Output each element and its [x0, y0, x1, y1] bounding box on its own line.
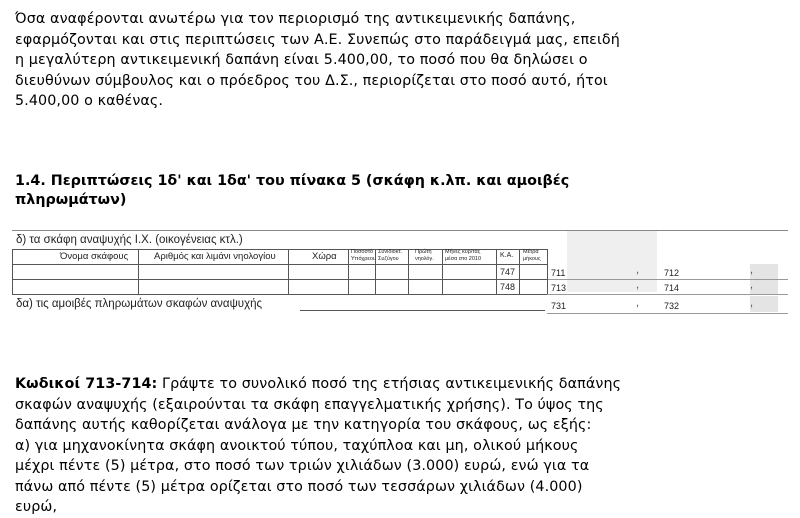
- form-rule: [12, 249, 13, 294]
- form-rule: [519, 249, 520, 294]
- col-header-first: [415, 249, 434, 263]
- form-rule: [547, 294, 788, 295]
- codes-line: πάνω από πέντε (5) μέτρα ορίζεται στο ποσό των τεσσάρων χιλιάδων (4.000): [15, 478, 583, 495]
- code-713: 713: [551, 283, 567, 293]
- form-rule: [12, 279, 547, 280]
- form-rule: [547, 249, 548, 294]
- decimal-mark: ,: [636, 264, 640, 276]
- intro-line: διευθύνων σύμβουλος και ο πρόεδρος του Δ.Σ., περιορίζεται στο ποσό αυτό, ήτοι: [15, 72, 608, 89]
- intro-paragraph: [15, 9, 675, 112]
- codes-line: σκαφών αναψυχής (εξαιρούνται τα σκάφη επαγγελματικής χρήσης). Το ύψος της: [15, 396, 604, 413]
- code-732: 732: [664, 301, 680, 311]
- tax-form-excerpt: [12, 226, 788, 316]
- col-header-registry: Αριθμός και λιμάνι νηολογίου: [154, 251, 276, 262]
- form-rule: [300, 310, 545, 311]
- form-rule: [375, 249, 376, 294]
- form-rule: [547, 313, 788, 314]
- code-714: 714: [664, 283, 680, 293]
- codes-label: Κωδικοί 713-714:: [15, 376, 158, 392]
- form-rule: [348, 249, 349, 294]
- col-header-first-2: νηολόγ.: [415, 256, 434, 262]
- col-header-spouse: [378, 249, 402, 263]
- heading-line: πληρωμάτων): [15, 192, 127, 208]
- col-header-months-1: Μήνες κυρ/τας: [445, 249, 481, 255]
- decimal-mark: ,: [750, 279, 754, 291]
- col-header-country: Χώρα: [312, 251, 337, 262]
- codes-line: ευρώ,: [15, 499, 58, 515]
- codes-line: δαπάνης αυτής καθορίζεται ανάλογα με την κατηγορία του σκάφους, ως εξής:: [15, 417, 592, 433]
- col-header-meters-1: Μέτρα: [523, 249, 539, 255]
- form-rule: [138, 249, 139, 294]
- heading-line: 1.4. Περιπτώσεις 1δ' και 1δα' του πίνακα 5 (σκάφη κ.λπ. και αμοιβές: [15, 173, 570, 189]
- codes-line: α) για μηχανοκίνητα σκάφη ανοικτού τύπου, ταχύπλοα και μη, ολικού μήκους: [15, 437, 579, 454]
- codes-first-line: [15, 374, 675, 395]
- form-rule: [12, 264, 547, 265]
- col-header-months: [445, 249, 481, 263]
- col-header-meters: [523, 249, 541, 263]
- decimal-mark: ,: [636, 279, 640, 291]
- col-header-spouse-2: Συζύγου: [378, 256, 399, 262]
- codes-paragraph: [15, 374, 675, 518]
- field-shade: [750, 296, 778, 312]
- intro-line: Όσα αναφέρονται ανωτέρω για τον περιορισμό της αντικειμενικής δαπάνης,: [15, 11, 576, 27]
- col-header-ka: Κ.Α.: [500, 252, 514, 259]
- form-rule: [12, 230, 788, 231]
- col-header-spouse-1: Συνιδιοκτ.: [378, 249, 403, 255]
- code-711: 711: [551, 268, 566, 278]
- row-code-748: 748: [500, 282, 516, 292]
- form-rule: [408, 249, 409, 294]
- code-712: 712: [664, 268, 680, 278]
- col-header-first-1: Πρώτη: [415, 249, 432, 255]
- codes-line-rest: Γράψτε το συνολικό ποσό της ετήσιας αντικειμενικής δαπάνης: [157, 376, 622, 392]
- crew-label: δα) τις αμοιβές πληρωμάτων σκαφών αναψυχής: [16, 298, 263, 310]
- col-header-name: Όνομα σκάφους: [60, 251, 129, 262]
- decimal-mark: ,: [750, 297, 754, 309]
- col-header-share-1: Ποσοστό: [351, 249, 374, 255]
- intro-line: 5.400,00 ο καθένας.: [15, 93, 164, 109]
- form-rule: [442, 249, 443, 294]
- form-rule: [496, 249, 497, 294]
- decimal-mark: ,: [750, 264, 754, 276]
- col-header-share-2: Υπόχρεου: [351, 256, 376, 262]
- form-rule: [12, 294, 547, 295]
- form-rule: [288, 249, 289, 294]
- section-title: δ) τα σκάφη αναψυχής Ι.Χ. (οικογένειας κτλ.): [16, 234, 243, 246]
- field-shade: [567, 230, 657, 292]
- row-code-747: 747: [500, 267, 516, 277]
- codes-line: μέχρι πέντε (5) μέτρα, στο ποσό των τριών χιλιάδων (3.000) ευρώ, ενώ για τα: [15, 458, 590, 474]
- intro-line: η μεγαλύτερη αντικειμενική δαπάνη είναι 5.400,00, το ποσό που θα δηλώσει ο: [15, 52, 588, 68]
- col-header-share: [351, 249, 376, 263]
- col-header-months-2: μέσα στο 2010: [445, 256, 482, 262]
- code-731: 731: [551, 301, 567, 311]
- col-header-meters-2: μήκους: [523, 256, 541, 262]
- decimal-mark: ,: [636, 297, 640, 309]
- section-heading: [15, 172, 655, 210]
- intro-line: εφαρμόζονται και στις περιπτώσεις των Α.Ε. Συνεπώς στο παράδειγμά μας, επειδή: [15, 31, 620, 48]
